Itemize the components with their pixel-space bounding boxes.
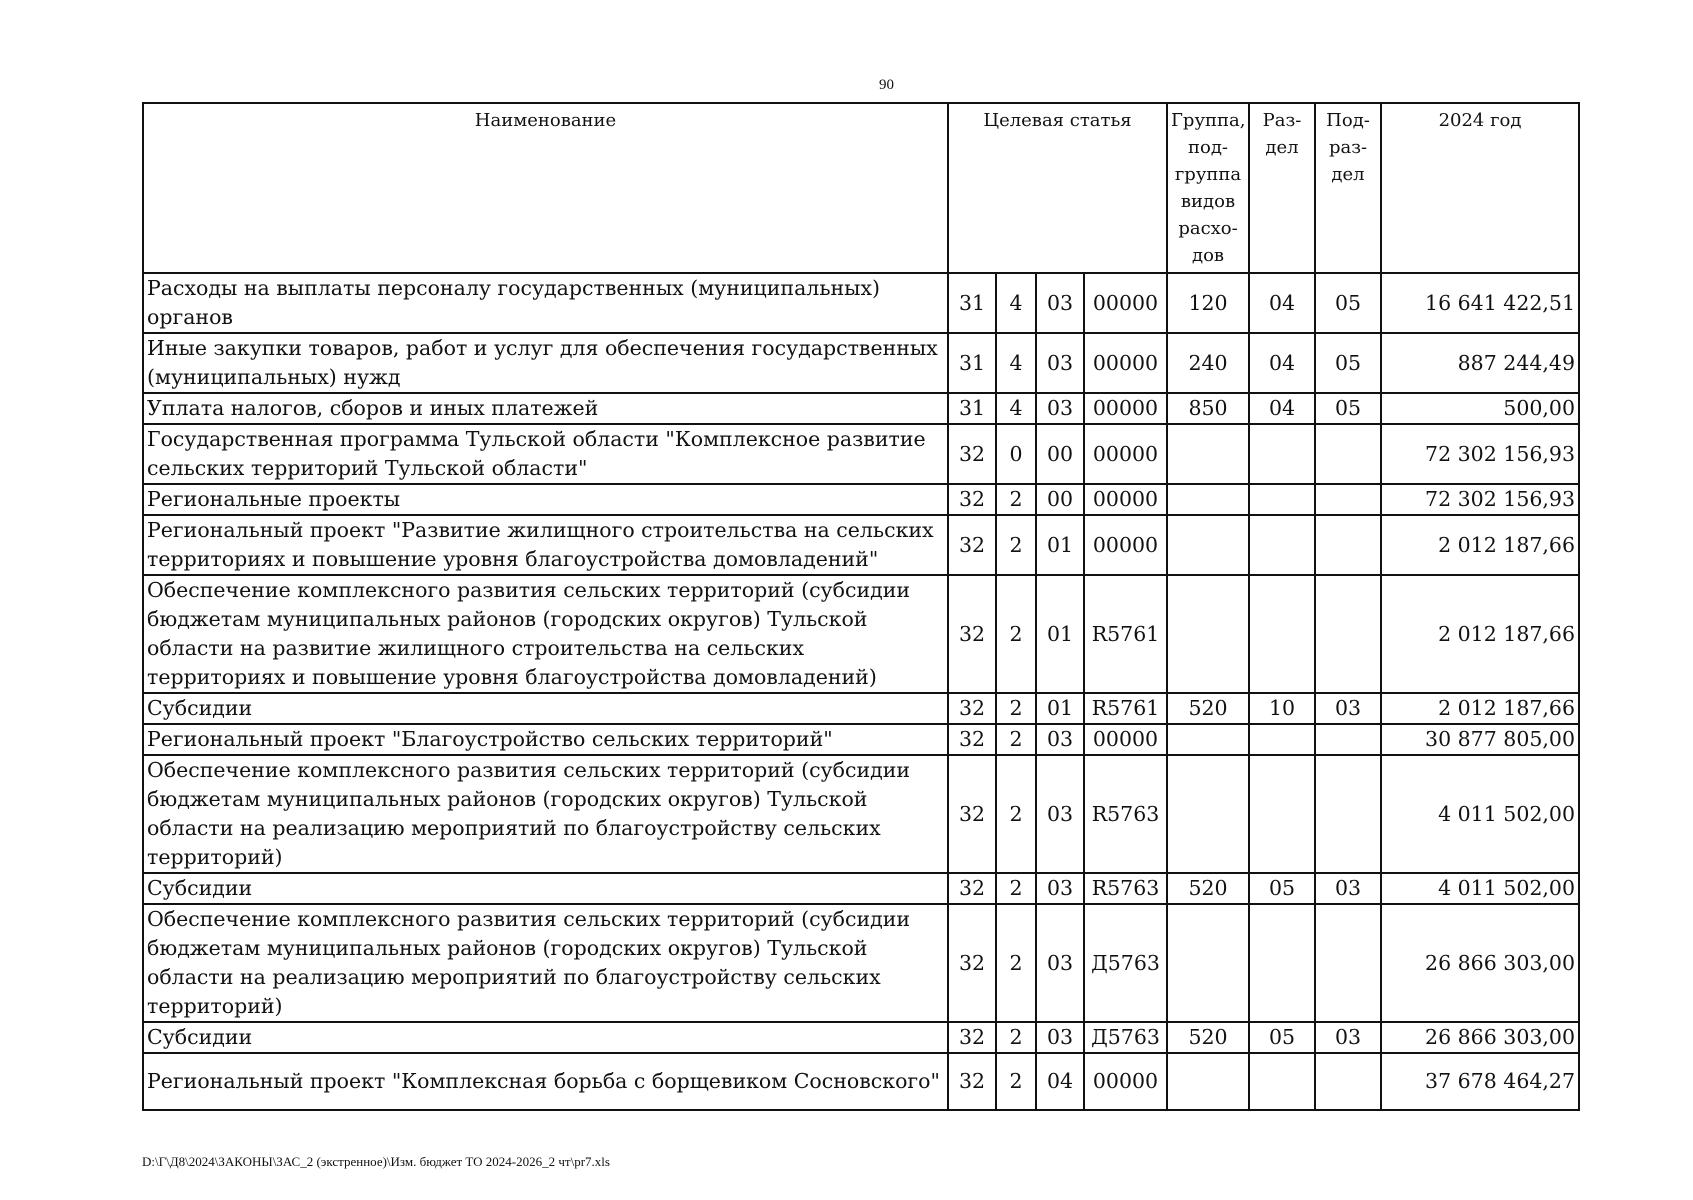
target-article-subprogram: 2: [996, 755, 1036, 873]
target-article-direction: 00000: [1084, 393, 1167, 424]
expense-group: [1167, 755, 1249, 873]
amount-2024: 2 012 187,66: [1381, 693, 1579, 724]
section: 04: [1249, 273, 1315, 333]
target-article-main-activity: 03: [1036, 273, 1084, 333]
expense-group: 520: [1167, 1022, 1249, 1053]
target-article-main-activity: 03: [1036, 724, 1084, 755]
target-article-program: 32: [948, 873, 996, 904]
section: 05: [1249, 873, 1315, 904]
target-article-main-activity: 01: [1036, 575, 1084, 693]
target-article-direction: R5761: [1084, 693, 1167, 724]
row-name: Обеспечение комплексного развития сельских территорий (субсидии бюджетам муниципальных районов (городских округов) Тульской области на реализацию мероприятий по благоустройству сельских территорий): [143, 904, 948, 1022]
target-article-main-activity: 00: [1036, 424, 1084, 484]
section: [1249, 484, 1315, 515]
row-name: Обеспечение комплексного развития сельских территорий (субсидии бюджетам муниципальных районов (городских округов) Тульской области на развитие жилищного строительства на сельских территориях и повышение уровня благоустройства домовладений): [143, 575, 948, 693]
target-article-direction: 00000: [1084, 724, 1167, 755]
target-article-program: 32: [948, 515, 996, 575]
section: [1249, 1053, 1315, 1110]
expense-group: 520: [1167, 873, 1249, 904]
header-section: Раз-дел: [1249, 103, 1315, 273]
amount-2024: 4 011 502,00: [1381, 873, 1579, 904]
amount-2024: 2 012 187,66: [1381, 575, 1579, 693]
subsection: [1315, 515, 1381, 575]
header-year: 2024 год: [1381, 103, 1579, 273]
expense-group: [1167, 1053, 1249, 1110]
target-article-program: 32: [948, 424, 996, 484]
row-name: Субсидии: [143, 693, 948, 724]
section: 04: [1249, 333, 1315, 393]
section: [1249, 724, 1315, 755]
target-article-direction: 00000: [1084, 484, 1167, 515]
table-row: [143, 904, 1579, 1022]
target-article-direction: 00000: [1084, 424, 1167, 484]
target-article-program: 32: [948, 484, 996, 515]
row-name: Иные закупки товаров, работ и услуг для обеспечения государственных (муниципальных) нужд: [143, 333, 948, 393]
table-row: [143, 724, 1579, 755]
target-article-subprogram: 2: [996, 873, 1036, 904]
target-article-main-activity: 01: [1036, 693, 1084, 724]
header-group: Группа, под-группа видов расхо-дов: [1167, 103, 1249, 273]
row-name: Региональный проект "Развитие жилищного строительства на сельских территориях и повышение уровня благоустройства домовладений": [143, 515, 948, 575]
target-article-direction: 00000: [1084, 1053, 1167, 1110]
row-name: Региональные проекты: [143, 484, 948, 515]
expense-group: 520: [1167, 693, 1249, 724]
target-article-program: 32: [948, 1053, 996, 1110]
target-article-direction: R5761: [1084, 575, 1167, 693]
row-name: Обеспечение комплексного развития сельских территорий (субсидии бюджетам муниципальных районов (городских округов) Тульской области на реализацию мероприятий по благоустройству сельских территорий): [143, 755, 948, 873]
table-header-row: [143, 103, 1579, 273]
section: [1249, 575, 1315, 693]
target-article-subprogram: 2: [996, 724, 1036, 755]
table-row: [143, 575, 1579, 693]
target-article-program: 32: [948, 1022, 996, 1053]
section: 10: [1249, 693, 1315, 724]
target-article-program: 31: [948, 273, 996, 333]
file-path-footer: D:\Г\Д8\2024\ЗАКОНЫ\ЗАС_2 (экстренное)\Изм. бюджет ТО 2024-2026_2 чт\pr7.xls: [142, 1154, 610, 1169]
section: [1249, 424, 1315, 484]
expense-group: [1167, 484, 1249, 515]
amount-2024: 26 866 303,00: [1381, 1022, 1579, 1053]
section: 04: [1249, 393, 1315, 424]
subsection: [1315, 755, 1381, 873]
expense-group: 850: [1167, 393, 1249, 424]
subsection: 03: [1315, 693, 1381, 724]
table-row: [143, 1053, 1579, 1110]
table-row: [143, 484, 1579, 515]
row-name: Уплата налогов, сборов и иных платежей: [143, 393, 948, 424]
table-row: [143, 424, 1579, 484]
budget-table: [142, 102, 1580, 1111]
expense-group: 240: [1167, 333, 1249, 393]
target-article-direction: 00000: [1084, 515, 1167, 575]
subsection: [1315, 484, 1381, 515]
amount-2024: 4 011 502,00: [1381, 755, 1579, 873]
section: [1249, 515, 1315, 575]
subsection: [1315, 575, 1381, 693]
amount-2024: 2 012 187,66: [1381, 515, 1579, 575]
target-article-direction: R5763: [1084, 873, 1167, 904]
table-row: [143, 273, 1579, 333]
target-article-program: 31: [948, 333, 996, 393]
target-article-subprogram: 2: [996, 515, 1036, 575]
target-article-subprogram: 2: [996, 484, 1036, 515]
table-body: [143, 273, 1579, 1110]
target-article-main-activity: 03: [1036, 333, 1084, 393]
target-article-program: 32: [948, 693, 996, 724]
table-row: [143, 515, 1579, 575]
target-article-direction: 00000: [1084, 273, 1167, 333]
target-article-main-activity: 03: [1036, 873, 1084, 904]
amount-2024: 72 302 156,93: [1381, 424, 1579, 484]
target-article-subprogram: 2: [996, 575, 1036, 693]
expense-group: [1167, 575, 1249, 693]
subsection: [1315, 1053, 1381, 1110]
table-row: [143, 333, 1579, 393]
subsection: 03: [1315, 1022, 1381, 1053]
subsection: [1315, 904, 1381, 1022]
target-article-direction: 00000: [1084, 333, 1167, 393]
subsection: 05: [1315, 273, 1381, 333]
header-target-article: Целевая статья: [948, 103, 1167, 273]
subsection: [1315, 424, 1381, 484]
section: [1249, 904, 1315, 1022]
target-article-subprogram: 2: [996, 904, 1036, 1022]
table-row: [143, 693, 1579, 724]
table-row: [143, 873, 1579, 904]
header-name: Наименование: [143, 103, 948, 273]
target-article-subprogram: 4: [996, 333, 1036, 393]
target-article-direction: Д5763: [1084, 1022, 1167, 1053]
subsection: 05: [1315, 393, 1381, 424]
amount-2024: 16 641 422,51: [1381, 273, 1579, 333]
table-row: [143, 755, 1579, 873]
amount-2024: 887 244,49: [1381, 333, 1579, 393]
target-article-subprogram: 4: [996, 393, 1036, 424]
target-article-direction: R5763: [1084, 755, 1167, 873]
target-article-main-activity: 00: [1036, 484, 1084, 515]
target-article-main-activity: 03: [1036, 904, 1084, 1022]
row-name: Региональный проект "Комплексная борьба с борщевиком Сосновского": [143, 1053, 948, 1110]
target-article-subprogram: 2: [996, 693, 1036, 724]
target-article-main-activity: 03: [1036, 755, 1084, 873]
target-article-direction: Д5763: [1084, 904, 1167, 1022]
target-article-program: 31: [948, 393, 996, 424]
page-number: 90: [879, 77, 894, 93]
expense-group: [1167, 424, 1249, 484]
subsection: 03: [1315, 873, 1381, 904]
table-row: [143, 393, 1579, 424]
amount-2024: 500,00: [1381, 393, 1579, 424]
target-article-subprogram: 4: [996, 273, 1036, 333]
target-article-subprogram: 2: [996, 1053, 1036, 1110]
target-article-main-activity: 04: [1036, 1053, 1084, 1110]
amount-2024: 26 866 303,00: [1381, 904, 1579, 1022]
section: 05: [1249, 1022, 1315, 1053]
expense-group: [1167, 904, 1249, 1022]
row-name: Субсидии: [143, 1022, 948, 1053]
target-article-program: 32: [948, 724, 996, 755]
subsection: [1315, 724, 1381, 755]
table-row: [143, 1022, 1579, 1053]
row-name: Расходы на выплаты персоналу государственных (муниципальных) органов: [143, 273, 948, 333]
target-article-main-activity: 01: [1036, 515, 1084, 575]
target-article-subprogram: 0: [996, 424, 1036, 484]
target-article-program: 32: [948, 575, 996, 693]
header-subsection: Под-раз-дел: [1315, 103, 1381, 273]
expense-group: [1167, 724, 1249, 755]
target-article-main-activity: 03: [1036, 1022, 1084, 1053]
section: [1249, 755, 1315, 873]
row-name: Субсидии: [143, 873, 948, 904]
subsection: 05: [1315, 333, 1381, 393]
target-article-subprogram: 2: [996, 1022, 1036, 1053]
target-article-program: 32: [948, 904, 996, 1022]
target-article-main-activity: 03: [1036, 393, 1084, 424]
amount-2024: 30 877 805,00: [1381, 724, 1579, 755]
expense-group: 120: [1167, 273, 1249, 333]
amount-2024: 37 678 464,27: [1381, 1053, 1579, 1110]
row-name: Региональный проект "Благоустройство сельских территорий": [143, 724, 948, 755]
row-name: Государственная программа Тульской области "Комплексное развитие сельских территорий Тульской области": [143, 424, 948, 484]
target-article-program: 32: [948, 755, 996, 873]
amount-2024: 72 302 156,93: [1381, 484, 1579, 515]
expense-group: [1167, 515, 1249, 575]
